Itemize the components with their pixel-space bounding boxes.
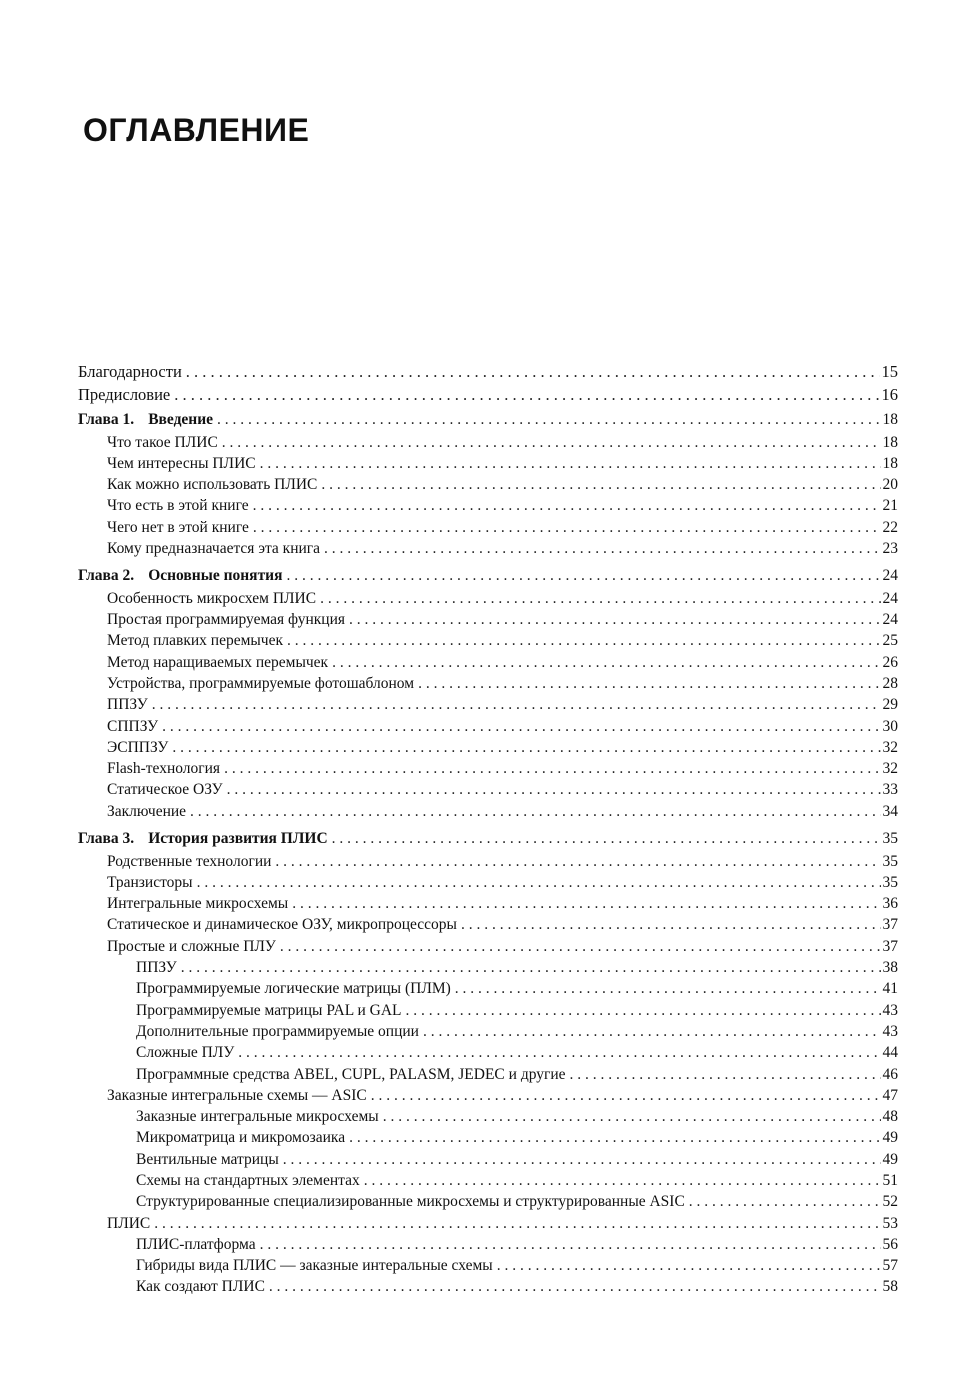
page-number: 18 [882, 454, 898, 472]
page-number: 29 [882, 696, 898, 714]
page-number: 38 [882, 959, 898, 977]
toc-entry-title: Дополнительные программируемые опции [136, 1022, 419, 1040]
toc-entry[interactable] [78, 1149, 898, 1170]
toc-entry-title: Простые и сложные ПЛУ [107, 937, 276, 955]
page-number: 52 [882, 1193, 898, 1211]
toc-entry-title: Заключение [107, 802, 187, 820]
toc-entry[interactable] [78, 694, 898, 715]
page-number: 24 [882, 611, 898, 629]
toc-entry[interactable] [78, 474, 898, 495]
page-number: 35 [882, 852, 898, 870]
dot-leader [418, 673, 880, 694]
toc-entry[interactable] [78, 588, 898, 609]
chapter-title: Введение [148, 411, 214, 428]
toc-entry[interactable] [78, 1042, 898, 1063]
page-title: ОГЛАВЛЕНИЕ [83, 112, 310, 148]
dot-leader [152, 694, 881, 715]
toc-chapter-entry[interactable] [78, 827, 898, 851]
toc-entry[interactable] [78, 1000, 898, 1021]
toc-entry[interactable] [78, 517, 898, 538]
toc-entry-title: ПЛИС [107, 1214, 151, 1232]
toc-entry[interactable] [78, 779, 898, 800]
toc-entry[interactable] [78, 716, 898, 737]
toc-entry-title: Как можно использовать ПЛИС [107, 476, 318, 494]
toc-entry[interactable] [78, 673, 898, 694]
toc-entry-title: Гибриды вида ПЛИС — заказные интеральные схемы [136, 1257, 493, 1275]
toc-entry-title: Интегральные микросхемы [107, 895, 289, 913]
dot-leader [280, 936, 881, 957]
dot-leader [461, 914, 881, 935]
page-number: 44 [882, 1044, 898, 1062]
page-number: 18 [882, 411, 898, 428]
dot-leader [269, 1276, 881, 1297]
toc-entry-title: Родственные технологии [107, 852, 272, 870]
page-number: 57 [882, 1257, 898, 1275]
toc-entry[interactable] [78, 1085, 898, 1106]
page-number: 23 [882, 539, 898, 557]
toc-entry-title: Микроматрица и микромозаика [136, 1129, 346, 1147]
dot-leader [383, 1106, 881, 1127]
dot-leader [227, 779, 881, 800]
toc-entry-title: Сложные ПЛУ [136, 1044, 235, 1062]
toc-entry[interactable] [78, 383, 898, 406]
toc-entry[interactable] [78, 758, 898, 779]
dot-leader [260, 453, 881, 474]
page-number: 28 [882, 674, 898, 692]
dot-leader [197, 872, 881, 893]
page-number: 35 [882, 873, 898, 891]
page-number: 37 [882, 937, 898, 955]
page-number: 24 [882, 567, 898, 585]
dot-leader [497, 1255, 881, 1276]
toc-entry[interactable] [78, 538, 898, 559]
toc-entry-title: ЭСППЗУ [107, 738, 169, 756]
toc-entry-title: Что такое ПЛИС [107, 433, 218, 451]
toc-entry[interactable] [78, 893, 898, 914]
toc-entry[interactable] [78, 801, 898, 822]
page-number: 37 [882, 916, 898, 934]
toc-entry-title: Что есть в этой книге [107, 497, 249, 515]
toc-entry[interactable] [78, 1191, 898, 1212]
dot-leader [349, 609, 880, 630]
toc-entry[interactable] [78, 360, 898, 383]
dot-leader [321, 474, 880, 495]
dot-leader [283, 1149, 881, 1170]
dot-leader [292, 893, 880, 914]
toc-entry-title: Как создают ПЛИС [136, 1278, 265, 1296]
page-number: 43 [882, 1001, 898, 1019]
page-number: 22 [882, 518, 898, 536]
page-number: 26 [882, 653, 898, 671]
page-number: 49 [882, 1129, 898, 1147]
toc-entry[interactable] [78, 851, 898, 872]
page-number: 56 [882, 1235, 898, 1253]
dot-leader [275, 851, 880, 872]
dot-leader [172, 737, 880, 758]
toc-entry-title: ПЛИС-платформа [136, 1235, 256, 1253]
toc-entry-title: Особенность микросхем ПЛИС [107, 589, 317, 607]
dot-leader [570, 1064, 881, 1085]
dot-leader [238, 1042, 880, 1063]
page-number: 34 [882, 802, 898, 820]
dot-leader [324, 538, 880, 559]
page-number: 35 [882, 830, 898, 848]
page-number: 51 [882, 1172, 898, 1189]
page-number: 18 [882, 433, 898, 451]
toc-entry-title [78, 564, 283, 588]
dot-leader [154, 1213, 880, 1234]
table-of-contents [78, 360, 898, 1298]
dot-leader [689, 1191, 881, 1212]
toc-entry[interactable] [78, 1170, 898, 1191]
toc-entry-title: Метод плавких перемычек [107, 632, 284, 650]
toc-entry[interactable] [78, 914, 898, 935]
dot-leader [320, 588, 880, 609]
toc-entry-title: Чем интересны ПЛИС [107, 454, 256, 472]
toc-entry-title: Кому предназначается эта книга [107, 539, 321, 557]
toc-entry[interactable] [78, 652, 898, 673]
toc-chapter-entry[interactable] [78, 564, 898, 588]
dot-leader [190, 801, 880, 822]
toc-entry[interactable] [78, 1064, 898, 1085]
toc-entry-title: Статическое ОЗУ [107, 781, 223, 799]
dot-leader [349, 1127, 880, 1148]
page-number: 49 [882, 1150, 898, 1168]
dot-leader [217, 408, 880, 432]
toc-entry-title: Flash-технология [107, 760, 221, 778]
toc-entry[interactable] [78, 1106, 898, 1127]
chapter-title: История развития ПЛИС [148, 830, 328, 848]
page-number: 21 [882, 497, 898, 515]
dot-leader [224, 758, 880, 779]
page-number: 30 [882, 717, 898, 735]
page-number: 16 [881, 385, 898, 404]
dot-leader [287, 564, 881, 588]
toc-entry[interactable] [78, 609, 898, 630]
toc-entry-title [78, 827, 328, 851]
page-number: 33 [882, 781, 898, 799]
toc-entry-title [78, 408, 213, 432]
page-number: 20 [882, 476, 898, 494]
toc-entry-title: Программные средства ABEL, CUPL, PALASM, JEDEC и другие [136, 1065, 566, 1083]
toc-entry[interactable] [78, 1234, 898, 1255]
page-number: 24 [882, 589, 898, 607]
dot-leader [222, 432, 881, 453]
dot-leader [332, 827, 881, 851]
toc-entry[interactable] [78, 957, 898, 978]
toc-entry-title: Транзисторы [107, 873, 193, 891]
page-number: 41 [882, 980, 898, 998]
toc-entry-title: Вентильные матрицы [136, 1150, 279, 1168]
toc-entry-title: Благодарности [78, 362, 182, 381]
dot-leader [406, 1000, 881, 1021]
page-number: 32 [882, 738, 898, 756]
dot-leader [253, 517, 881, 538]
page-number: 48 [882, 1108, 898, 1126]
page-number: 46 [882, 1065, 898, 1083]
dot-leader [162, 716, 880, 737]
toc-entry[interactable] [78, 936, 898, 957]
dot-leader [186, 360, 880, 383]
dot-leader [364, 1170, 881, 1191]
toc-entry[interactable] [78, 453, 898, 474]
toc-entry[interactable] [78, 978, 898, 999]
toc-entry[interactable] [78, 1127, 898, 1148]
toc-chapter-entry[interactable] [78, 408, 898, 432]
toc-entry-title: Предисловие [78, 385, 171, 404]
page-number: 47 [882, 1086, 898, 1104]
toc-entry-title: Метод наращиваемых перемычек [107, 653, 329, 671]
toc-entry[interactable] [78, 495, 898, 516]
dot-leader [253, 495, 881, 516]
toc-entry-title: Простая программируемая функция [107, 611, 346, 629]
page-number: 15 [881, 362, 898, 381]
dot-leader [371, 1085, 881, 1106]
toc-entry-title: Схемы на стандартных элементах [136, 1172, 360, 1189]
dot-leader [174, 383, 879, 406]
toc-entry[interactable] [78, 1021, 898, 1042]
toc-entry-title: Структурированные специализированные микросхемы и структурированные ASIC [136, 1193, 685, 1211]
toc-entry[interactable] [78, 1213, 898, 1234]
toc-entry[interactable] [78, 1255, 898, 1276]
toc-entry[interactable] [78, 737, 898, 758]
toc-entry-title: Чего нет в этой книге [107, 518, 249, 536]
dot-leader [260, 1234, 881, 1255]
chapter-number: Глава 1. [78, 411, 135, 428]
toc-entry-title: СППЗУ [107, 717, 159, 735]
toc-entry[interactable] [78, 432, 898, 453]
toc-entry-title: ППЗУ [107, 696, 148, 714]
toc-entry-title: Статическое и динамическое ОЗУ, микропроцессоры [107, 916, 457, 934]
toc-entry-title: Заказные интегральные микросхемы [136, 1108, 379, 1126]
dot-leader [332, 652, 880, 673]
chapter-number: Глава 3. [78, 830, 135, 848]
page-number: 32 [882, 760, 898, 778]
dot-leader [423, 1021, 881, 1042]
toc-entry-title: Программируемые матрицы PAL и GAL [136, 1001, 402, 1019]
chapter-number: Глава 2. [78, 567, 135, 585]
toc-entry-title: Заказные интегральные схемы — ASIC [107, 1086, 367, 1104]
toc-entry[interactable] [78, 630, 898, 651]
page-number: 43 [882, 1022, 898, 1040]
dot-leader [181, 957, 881, 978]
dot-leader [455, 978, 881, 999]
toc-entry-title: ППЗУ [136, 959, 177, 977]
toc-entry-title: Программируемые логические матрицы (ПЛМ) [136, 980, 451, 998]
dot-leader [287, 630, 880, 651]
chapter-title: Основные понятия [148, 567, 283, 585]
toc-entry[interactable] [78, 872, 898, 893]
page-number: 36 [882, 895, 898, 913]
toc-entry-title: Устройства, программируемые фотошаблоном [107, 674, 415, 692]
toc-entry[interactable] [78, 1276, 898, 1297]
page-number: 58 [882, 1278, 898, 1296]
page-number: 25 [882, 632, 898, 650]
page-number: 53 [882, 1214, 898, 1232]
